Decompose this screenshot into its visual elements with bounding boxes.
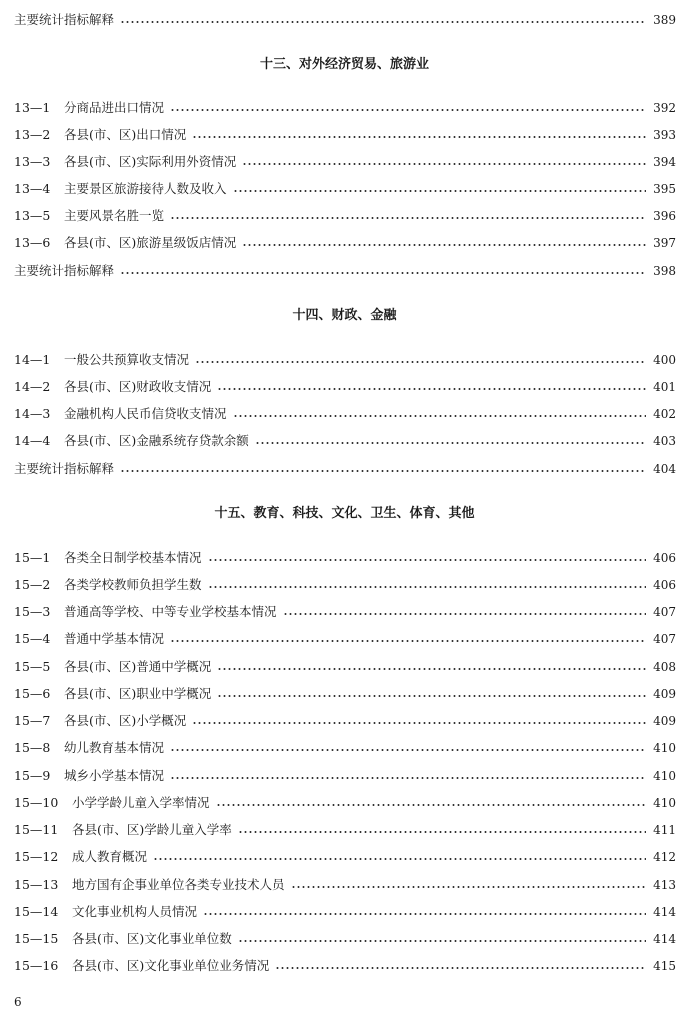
entry-page: 414 — [653, 905, 676, 919]
entry-number: 14—3 — [14, 406, 51, 421]
toc-entry[interactable] — [14, 684, 676, 704]
entry-page: 402 — [653, 407, 676, 421]
entry-title: 普通高等学校、中等专业学校基本情况 — [64, 604, 277, 619]
entry-page: 407 — [653, 632, 676, 646]
toc-entry[interactable] — [14, 657, 676, 677]
toc-entry[interactable] — [14, 711, 676, 731]
entry-page: 412 — [653, 850, 676, 864]
entry-page: 409 — [653, 714, 676, 728]
entry-page: 396 — [653, 209, 676, 223]
entry-title: 各县(市、区)金融系统存贷款余额 — [64, 433, 249, 448]
entry-page: 406 — [653, 578, 676, 592]
entry-page: 389 — [653, 13, 676, 27]
dot-leader — [170, 777, 646, 779]
entry-page: 404 — [653, 462, 676, 476]
dot-leader — [208, 586, 646, 588]
toc-entry[interactable] — [14, 929, 676, 949]
dot-leader — [120, 470, 646, 472]
dot-leader — [192, 136, 646, 138]
toc-entry[interactable] — [14, 431, 676, 451]
entry-title: 分商品进出口情况 — [64, 100, 165, 115]
entry-title: 主要风景名胜一览 — [64, 208, 165, 223]
entry-number: 13—3 — [14, 154, 51, 169]
toc-entry[interactable] — [14, 902, 676, 922]
entry-title: 普通中学基本情况 — [64, 631, 165, 646]
toc-entry[interactable] — [14, 206, 676, 226]
entry-number: 14—1 — [14, 352, 51, 367]
dot-leader — [291, 886, 646, 888]
toc-entry[interactable] — [14, 629, 676, 649]
dot-leader — [217, 668, 646, 670]
entry-number: 15—3 — [14, 604, 51, 619]
entry-title: 各县(市、区)普通中学概况 — [64, 659, 212, 674]
entry-title: 各类学校教师负担学生数 — [64, 577, 202, 592]
entry-number: 15—2 — [14, 577, 51, 592]
entry-title: 主要统计指标解释 — [14, 461, 115, 476]
toc-entry[interactable] — [14, 793, 676, 813]
dot-leader — [216, 804, 646, 806]
entry-number: 15—8 — [14, 740, 51, 755]
entry-number: 15—13 — [14, 877, 59, 892]
section-heading-15: 十五、教育、科技、文化、卫生、体育、其他 — [214, 506, 475, 521]
entry-title: 各县(市、区)职业中学概况 — [64, 686, 212, 701]
entry-page: 403 — [653, 434, 676, 448]
entry-number: 15—15 — [14, 931, 59, 946]
entry-number: 13—4 — [14, 181, 51, 196]
entry-number: 15—6 — [14, 686, 51, 701]
dot-leader — [120, 21, 646, 23]
dot-leader — [208, 559, 646, 561]
entry-number: 15—7 — [14, 713, 51, 728]
dot-leader — [195, 361, 646, 363]
dot-leader — [238, 940, 646, 942]
entry-number: 15—9 — [14, 768, 51, 783]
dot-leader — [217, 388, 646, 390]
dot-leader — [192, 722, 646, 724]
entry-title: 城乡小学基本情况 — [64, 768, 165, 783]
entry-page: 401 — [653, 380, 676, 394]
dot-leader — [242, 163, 646, 165]
entry-number: 15—12 — [14, 849, 59, 864]
entry-number: 13—6 — [14, 235, 51, 250]
entry-page: 392 — [653, 101, 676, 115]
entry-title: 各类全日制学校基本情况 — [64, 550, 202, 565]
toc-entry[interactable] — [14, 152, 676, 172]
entry-page: 398 — [653, 264, 676, 278]
entry-number: 15—11 — [14, 822, 59, 837]
dot-leader — [217, 695, 646, 697]
entry-number: 15—1 — [14, 550, 51, 565]
toc-entry[interactable] — [14, 738, 676, 758]
entry-title: 各县(市、区)文化事业单位数 — [72, 931, 232, 946]
page-number: 6 — [14, 995, 22, 1009]
dot-leader — [233, 415, 646, 417]
toc-entry[interactable] — [14, 575, 676, 595]
dot-leader — [233, 190, 646, 192]
toc-entry[interactable] — [14, 956, 676, 976]
entry-page: 410 — [653, 769, 676, 783]
dot-leader — [283, 613, 646, 615]
entry-title: 各县(市、区)旅游星级饭店情况 — [64, 235, 237, 250]
entry-title: 金融机构人民币信贷收支情况 — [64, 406, 227, 421]
entry-page: 411 — [653, 823, 676, 837]
entry-number: 14—2 — [14, 379, 51, 394]
dot-leader — [170, 109, 646, 111]
dot-leader — [203, 913, 646, 915]
toc-entry[interactable] — [14, 548, 676, 568]
entry-page: 407 — [653, 605, 676, 619]
entry-page: 410 — [653, 741, 676, 755]
entry-title: 地方国有企事业单位各类专业技术人员 — [72, 877, 285, 892]
entry-title: 主要统计指标解释 — [14, 263, 115, 278]
toc-entry-indicator[interactable] — [14, 261, 676, 281]
section-heading-13: 十三、对外经济贸易、旅游业 — [259, 57, 429, 72]
entry-number: 15—10 — [14, 795, 59, 810]
entry-page: 414 — [653, 932, 676, 946]
toc-entry-indicator-prev[interactable] — [14, 10, 676, 30]
entry-title: 主要景区旅游接待人数及收入 — [64, 181, 227, 196]
toc-entry[interactable] — [14, 125, 676, 145]
entry-title: 文化事业机构人员情况 — [72, 904, 198, 919]
dot-leader — [170, 749, 646, 751]
entry-title: 各县(市、区)财政收支情况 — [64, 379, 212, 394]
entry-number: 15—16 — [14, 958, 59, 973]
section-heading-14: 十四、财政、金融 — [292, 308, 397, 323]
entry-number: 13—1 — [14, 100, 51, 115]
entry-title: 幼儿教育基本情况 — [64, 740, 165, 755]
entry-page: 406 — [653, 551, 676, 565]
entry-title: 各县(市、区)出口情况 — [64, 127, 187, 142]
entry-title: 一般公共预算收支情况 — [64, 352, 190, 367]
toc-entry[interactable] — [14, 233, 676, 253]
dot-leader — [255, 442, 646, 444]
toc-entry[interactable] — [14, 179, 676, 199]
entry-page: 397 — [653, 236, 676, 250]
dot-leader — [170, 640, 646, 642]
entry-title: 成人教育概况 — [72, 849, 148, 864]
entry-number: 15—5 — [14, 659, 51, 674]
entry-page: 395 — [653, 182, 676, 196]
entry-page: 400 — [653, 353, 676, 367]
toc-entry[interactable] — [14, 350, 676, 370]
entry-page: 408 — [653, 660, 676, 674]
entry-number: 15—4 — [14, 631, 51, 646]
entry-number: 14—4 — [14, 433, 51, 448]
entry-title: 小学学龄儿童入学率情况 — [72, 795, 210, 810]
toc-entry[interactable] — [14, 766, 676, 786]
entry-title: 各县(市、区)学龄儿童入学率 — [72, 822, 232, 837]
toc-entry[interactable] — [14, 847, 676, 867]
dot-leader — [242, 244, 646, 246]
toc-entry[interactable] — [14, 820, 676, 840]
entry-page: 413 — [653, 878, 676, 892]
entry-title: 各县(市、区)小学概况 — [64, 713, 187, 728]
entry-page: 394 — [653, 155, 676, 169]
toc-entry[interactable] — [14, 875, 676, 895]
dot-leader — [170, 217, 646, 219]
entry-page: 393 — [653, 128, 676, 142]
entry-title: 各县(市、区)实际利用外资情况 — [64, 154, 237, 169]
dot-leader — [238, 831, 646, 833]
dot-leader — [120, 272, 646, 274]
toc-entry[interactable] — [14, 377, 676, 397]
entry-number: 15—14 — [14, 904, 59, 919]
entry-title: 各县(市、区)文化事业单位业务情况 — [72, 958, 270, 973]
entry-page: 410 — [653, 796, 676, 810]
toc-entry[interactable] — [14, 98, 676, 118]
entry-title: 主要统计指标解释 — [14, 12, 115, 27]
dot-leader — [275, 967, 646, 969]
toc-entry[interactable] — [14, 602, 676, 622]
dot-leader — [153, 858, 646, 860]
entry-number: 13—5 — [14, 208, 51, 223]
entry-number: 13—2 — [14, 127, 51, 142]
entry-page: 409 — [653, 687, 676, 701]
entry-page: 415 — [653, 959, 676, 973]
toc-entry-indicator[interactable] — [14, 459, 676, 479]
toc-entry[interactable] — [14, 404, 676, 424]
